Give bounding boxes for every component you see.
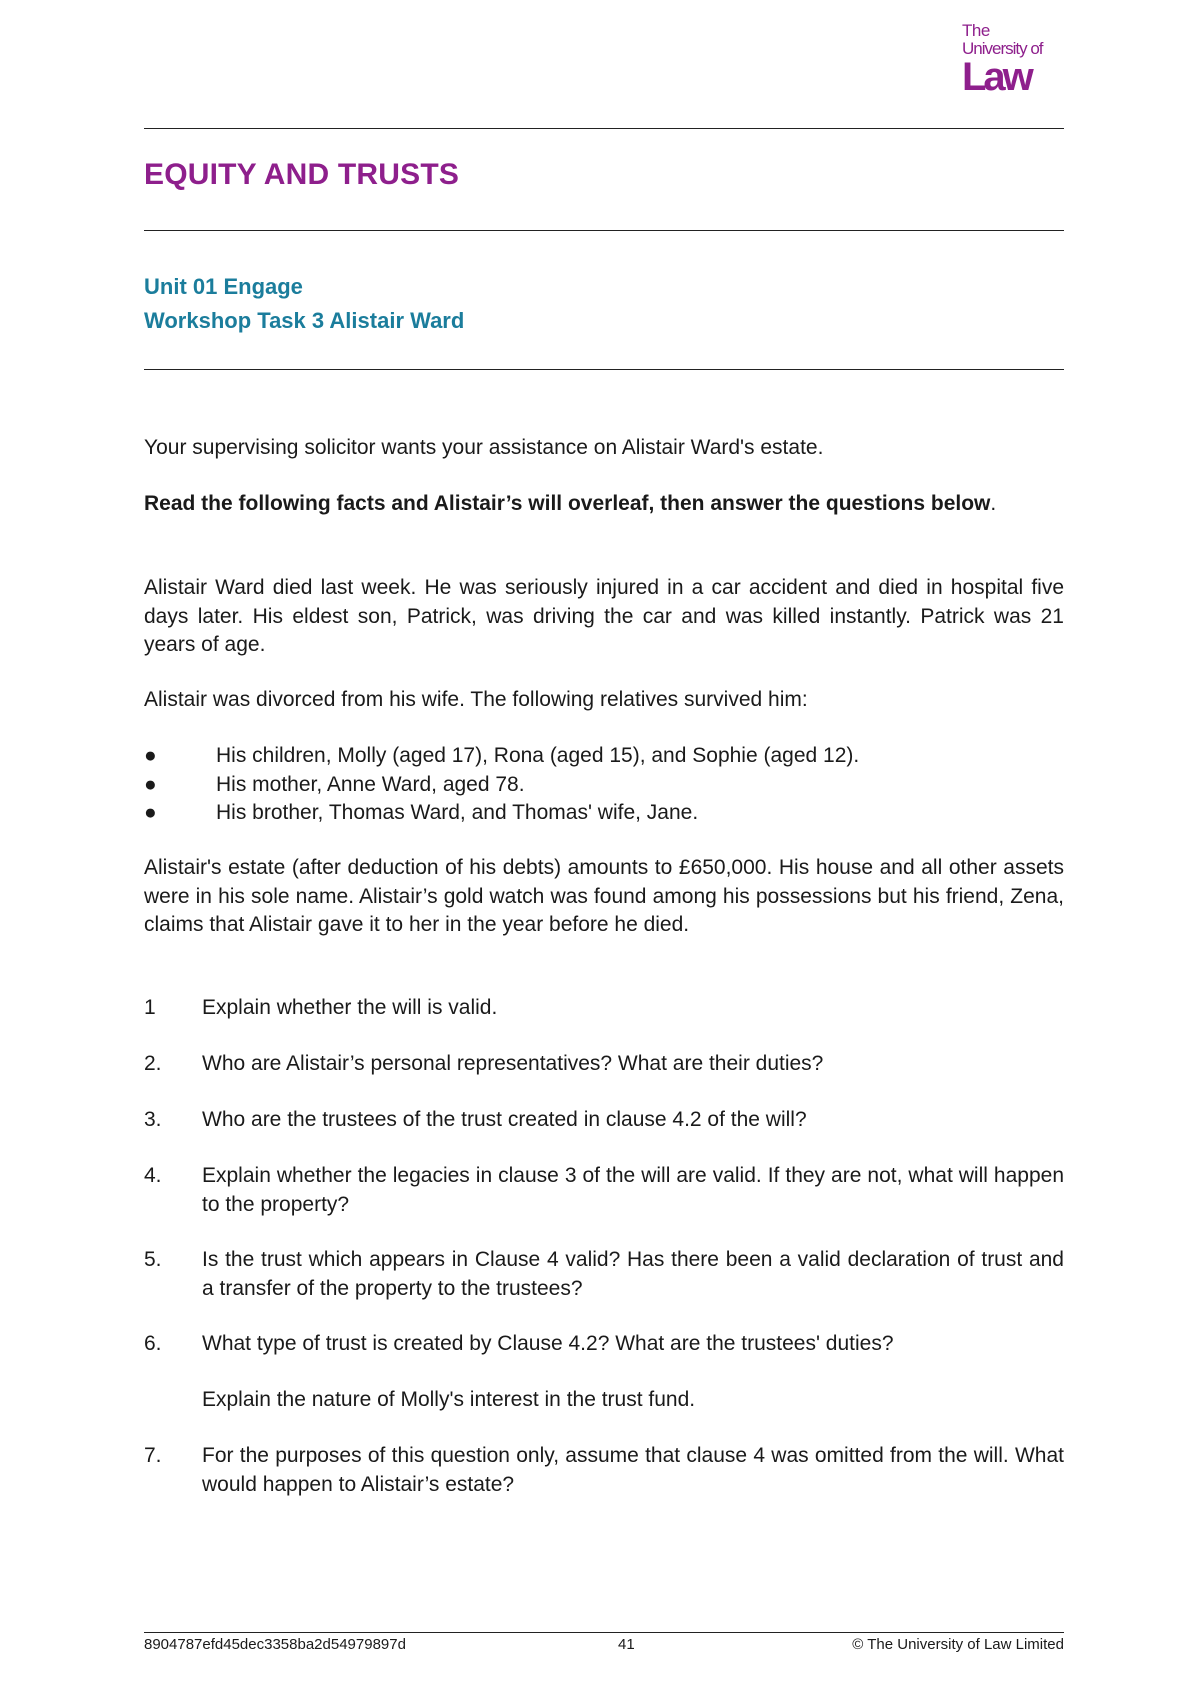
question-3 xyxy=(144,1106,1064,1135)
question-text: Who are the trustees of the trust created in clause 4.2 of the will? xyxy=(202,1108,807,1131)
list-item xyxy=(144,742,1064,771)
page-title: EQUITY AND TRUSTS xyxy=(144,158,460,191)
logo-line-2: University of xyxy=(962,39,1043,58)
list-item xyxy=(144,799,1064,828)
copyright-notice: © The University of Law Limited xyxy=(852,1636,1064,1653)
facts-text-2: Alistair was divorced from his wife. The following relatives survived him: xyxy=(144,688,808,711)
instruction-text xyxy=(144,490,1064,519)
question-text: Explain whether the will is valid. xyxy=(202,996,498,1019)
list-item-text: His brother, Thomas Ward, and Thomas' wife, Jane. xyxy=(216,801,699,824)
list-item-text: His mother, Anne Ward, aged 78. xyxy=(216,772,525,796)
question-text: Who are Alistair’s personal representatives? What are their duties? xyxy=(202,1052,824,1075)
bullet-icon: ● xyxy=(144,801,157,824)
list-item-text: His children, Molly (aged 17), Rona (aged 15), and Sophie (aged 12). xyxy=(216,744,860,767)
question-1 xyxy=(144,994,1064,1023)
divider-footer xyxy=(144,1632,1064,1633)
facts-text-3: Alistair's estate (after deduction of his debts) amounts to £650,000. His house and all other assets were in his sole name. Alistair’s gold watch was found among his possessions but his friend, Zena, claims that Alistair gave it to her in the year before he died. xyxy=(144,856,1064,936)
instruction-bold: Read the following facts and Alistair’s will overleaf, then answer the questions below xyxy=(144,492,991,515)
question-2 xyxy=(144,1050,1064,1079)
facts-paragraph-3 xyxy=(144,854,1064,940)
instruction-paragraph xyxy=(144,490,1064,519)
question-number: 1 xyxy=(144,996,156,1019)
question-number: 2. xyxy=(144,1052,162,1075)
question-number: 6. xyxy=(144,1332,162,1355)
university-logo xyxy=(962,21,1062,99)
question-text: For the purposes of this question only, assume that clause 4 was omitted from the will. What would happen to Alistair’s estate? xyxy=(202,1444,1064,1496)
question-6 xyxy=(144,1330,1064,1414)
bullet-icon: ● xyxy=(144,744,157,767)
facts-paragraph-2 xyxy=(144,686,1064,715)
logo-line-3: Law xyxy=(962,55,1031,99)
question-text: Explain whether the legacies in clause 3 of the will are valid. If they are not, what will happen to the property? xyxy=(202,1164,1064,1216)
question-number: 4. xyxy=(144,1164,162,1187)
logo-line-1: The xyxy=(962,21,990,40)
question-5 xyxy=(144,1246,1064,1303)
page-number: 41 xyxy=(618,1636,635,1653)
question-number: 3. xyxy=(144,1108,162,1131)
question-text: Is the trust which appears in Clause 4 valid? Has there been a valid declaration of trust and a transfer of the property to the trustees? xyxy=(202,1248,1064,1300)
divider-top xyxy=(144,128,1064,129)
list-item xyxy=(144,771,1064,800)
question-extra-text: Explain the nature of Molly's interest in the trust fund. xyxy=(202,1387,696,1411)
intro-text: Your supervising solicitor wants your assistance on Alistair Ward's estate. xyxy=(144,436,824,459)
relatives-list xyxy=(144,742,1064,828)
question-7 xyxy=(144,1442,1064,1499)
facts-paragraph-1 xyxy=(144,574,1064,660)
question-text: What type of trust is created by Clause 4.2? What are the trustees' duties? xyxy=(202,1332,894,1355)
question-number: 5. xyxy=(144,1248,162,1271)
intro-paragraph xyxy=(144,434,1064,463)
unit-heading: Unit 01 Engage xyxy=(144,274,303,299)
divider-title xyxy=(144,230,1064,231)
divider-task xyxy=(144,369,1064,370)
instruction-tail: . xyxy=(990,492,997,515)
bullet-icon: ● xyxy=(144,772,157,796)
task-heading: Workshop Task 3 Alistair Ward xyxy=(144,308,465,333)
question-number: 7. xyxy=(144,1444,162,1467)
facts-text-1: Alistair Ward died last week. He was seriously injured in a car accident and died in hospital five days later. His eldest son, Patrick, was driving the car and was killed instantly. Patrick was 21 years of age. xyxy=(144,576,1064,656)
question-4 xyxy=(144,1162,1064,1219)
document-reference: 8904787efd45dec3358ba2d54979897d xyxy=(144,1636,406,1653)
